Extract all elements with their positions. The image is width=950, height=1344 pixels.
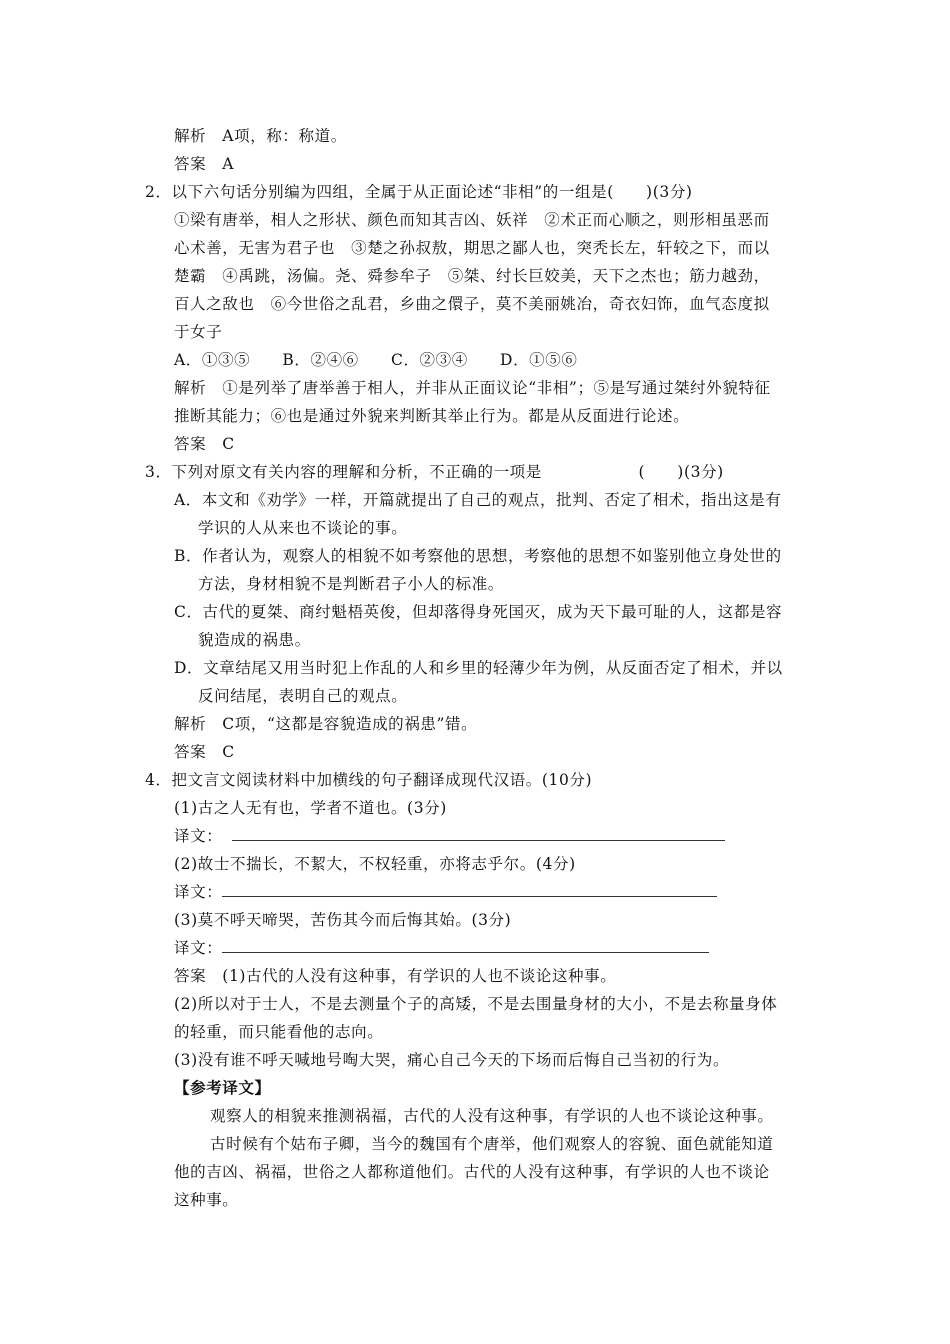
q4-answer-line: (3)没有谁不呼天喊地号啕大哭，痛心自己今天的下场而后悔自己当初的行为。: [174, 1051, 730, 1069]
translation-blank-1[interactable]: [232, 840, 725, 841]
q4-answer-line: (2)所以对于士人，不是去测量个子的高矮，不是去围量身材的大小，不是去称量身体: [174, 995, 778, 1013]
q2-stem: 2．以下六句话分别编为四组，全属于从正面论述“非相”的一组是( )(3分): [145, 183, 693, 201]
q4-answer-line: 的轻重，而只能看他的志向。: [174, 1023, 384, 1041]
q3-analysis: 解析 C项，“这都是容貌造成的祸患”错。: [174, 715, 478, 733]
translation-label: 译文：: [174, 883, 223, 901]
reference-paragraph-cont: 这种事。: [174, 1191, 239, 1209]
q3-option-b: B．作者认为，观察人的相貌不如考察他的思想，考察他的思想不如鉴别他立身处世的: [174, 547, 782, 565]
s1-analysis: 解析 A项，称：称道。: [174, 127, 347, 145]
q3-option-c-cont: 貌造成的祸患。: [198, 631, 311, 649]
q4-stem: 4．把文言文阅读材料中加横线的句子翻译成现代汉语。(10分): [145, 771, 593, 789]
q3-stem: 3．下列对原文有关内容的理解和分析，不正确的一项是 ( )(3分): [145, 463, 724, 481]
q2-options: A．①③⑤ B．②④⑥ C．②③④ D．①⑤⑥: [174, 351, 578, 369]
q3-option-c: C．古代的夏桀、商纣魁梧英俊，但却落得身死国灭，成为天下最可耻的人，这都是容: [174, 603, 783, 621]
q3-option-b-cont: 方法，身材相貌不是判断君子小人的标准。: [198, 575, 504, 593]
q3-answer: 答案 C: [174, 743, 235, 761]
q2-body-line: ①梁有唐举，相人之形状、颜色而知其吉凶、妖祥 ②术正而心顺之，则形相虽恶而: [174, 211, 770, 229]
reference-paragraph-cont: 他的吉凶、祸福，世俗之人都称道他们。古代的人没有这种事，有学识的人也不谈论: [174, 1163, 770, 1181]
q3-option-d-cont: 反问结尾，表明自己的观点。: [198, 687, 408, 705]
q4-item-1: (1)古之人无有也，学者不道也。(3分): [174, 799, 447, 817]
q2-body-line: 心术善，无害为君子也 ③楚之孙叔敖，期思之鄙人也，突秃长左，轩较之下，而以: [174, 239, 770, 257]
reference-paragraph: 观察人的相貌来推测祸福，古代的人没有这种事，有学识的人也不谈论这种事。: [210, 1107, 774, 1125]
q3-option-a-cont: 学识的人从来也不谈论的事。: [198, 519, 408, 537]
translation-label: 译文：: [174, 939, 223, 957]
q2-body-line: 楚霸 ④禹跳，汤偏。尧、舜参牟子 ⑤桀、纣长巨姣美，天下之杰也；筋力越劲，: [174, 267, 770, 285]
q2-analysis-line: 推断其能力；⑥也是通过外貌来判断其举止行为。都是从反面进行论述。: [174, 407, 690, 425]
q4-item-2: (2)故士不揣长，不絜大，不权轻重，亦将志乎尔。(4分): [174, 855, 576, 873]
q2-body-line: 百人之敌也 ⑥今世俗之乱君，乡曲之儇子，莫不美丽姚冶，奇衣妇饰，血气态度拟: [174, 295, 770, 313]
translation-label: 译文：: [174, 827, 223, 845]
q2-answer: 答案 C: [174, 435, 235, 453]
q2-body-line: 于女子: [174, 323, 223, 341]
q3-option-d: D．文章结尾又用当时犯上作乱的人和乡里的轻薄少年为例，从反面否定了相术，并以: [174, 659, 783, 677]
reference-heading: 【参考译文】: [174, 1078, 271, 1097]
q4-item-3: (3)莫不呼天啼哭，苦伤其今而后悔其始。(3分): [174, 911, 512, 929]
translation-blank-2[interactable]: [222, 896, 717, 897]
q4-answer-line: 答案 (1)古代的人没有这种事，有学识的人也不谈论这种事。: [174, 967, 617, 985]
s1-answer: 答案 A: [174, 155, 235, 173]
q3-option-a: A．本文和《劝学》一样，开篇就提出了自己的观点，批判、否定了相术，指出这是有: [174, 491, 782, 509]
reference-paragraph: 古时候有个姑布子卿，当今的魏国有个唐举，他们观察人的容貌、面色就能知道: [210, 1135, 774, 1153]
translation-blank-3[interactable]: [222, 952, 709, 953]
q2-analysis-line: 解析 ①是列举了唐举善于相人，并非从正面议论“非相”；⑤是写通过桀纣外貌特征: [174, 379, 771, 397]
